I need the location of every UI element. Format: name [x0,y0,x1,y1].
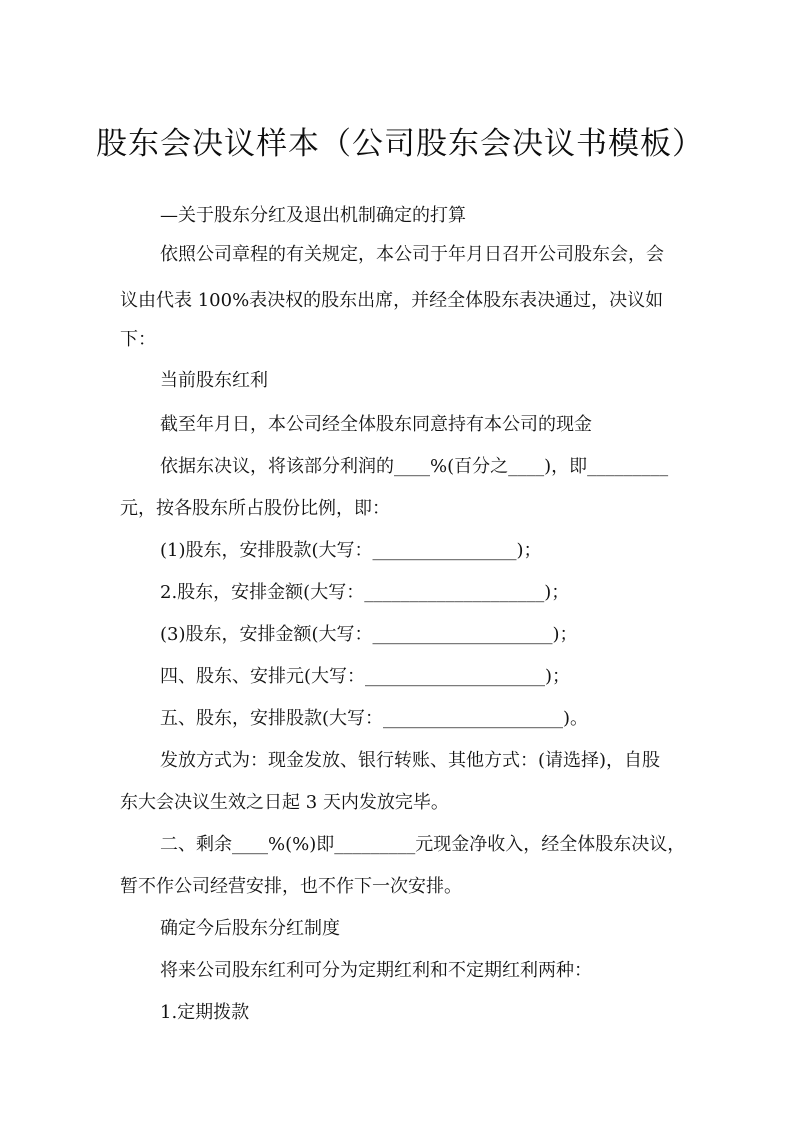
cash-statement: 截至年月日，本公司经全体股东同意持有本公司的现金 [160,414,592,435]
remaining-income-line-1: 二、剩余____%(%)即_________元现金净收入，经全体股东决议， [160,834,686,855]
intro-paragraph-line-1: 依照公司章程的有关规定，本公司于年月日召开公司股东会，会 [160,244,664,265]
list-item-1: (1)股东，安排股款(大写：________________)； [160,540,542,561]
list-item-3: (3)股东，安排金额(大写：____________________)； [160,624,578,645]
intro-paragraph-line-2: 议由代表 100%表决权的股东出席，并经全体股东表决通过，决议如 [120,290,664,311]
resolution-line-1: 依据东决议，将该部分利润的____%(百分之____)，即_________ [160,456,669,477]
payment-method-line-1: 发放方式为：现金发放、银行转账、其他方式：(请选择)，自股 [160,750,661,771]
section-heading-current-dividends: 当前股东红利 [160,370,268,391]
list-item-4: 四、股东、安排元(大写：____________________)； [160,666,571,687]
intro-paragraph-line-3: 下： [120,329,156,350]
page-title: 股东会决议样本（公司股东会决议书模板） [96,126,704,162]
list-item-5: 五、股东，安排股款(大写：____________________)。 [160,708,589,729]
subtitle: —关于股东分红及退出机制确定的打算 [160,205,466,226]
sub-item-1: 1.定期拨款 [160,1002,250,1023]
list-item-2: 2.股东，安排金额(大写：____________________)； [160,582,570,603]
resolution-line-2: 元，按各股东所占股份比例，即： [120,498,390,519]
future-dividend-statement: 将来公司股东红利可分为定期红利和不定期红利两种： [160,960,592,981]
remaining-income-line-2: 暂不作公司经营安排，也不作下一次安排。 [120,876,462,897]
section-heading-future-dividends: 确定今后股东分红制度 [160,918,340,939]
payment-method-line-2: 东大会决议生效之日起 3 天内发放完毕。 [120,792,449,813]
